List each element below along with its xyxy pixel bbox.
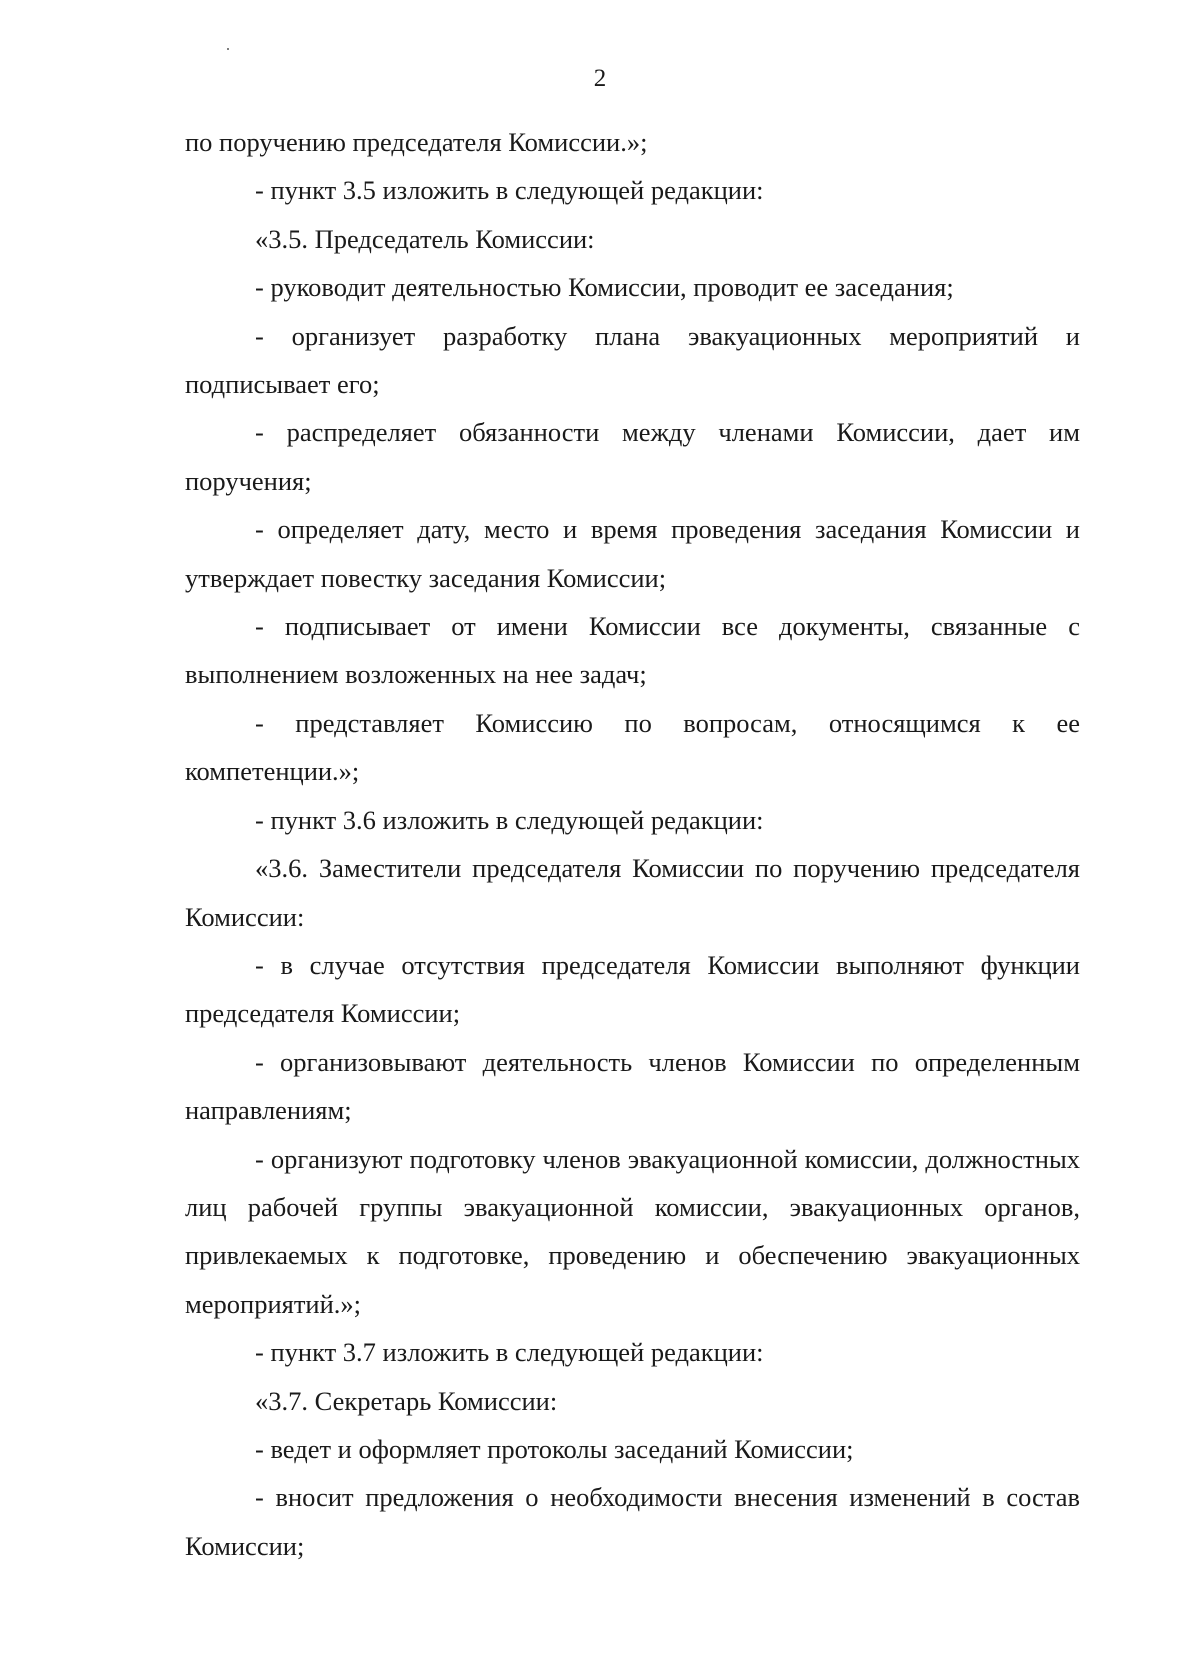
paragraph-3-6-item: - организуют подготовку членов эвакуационной комиссии, должностных лиц рабочей группы эвакуационной комиссии, эвакуационных органов, привлекаемых к подготовке, проведению и обеспечению эвакуационных мероприятий.»; [185,1143,1080,1319]
paragraph-3-7-heading: «3.7. Секретарь Комиссии: [255,1385,558,1416]
paragraph-amend-3-6: - пункт 3.6 изложить в следующей редакции: [255,804,764,835]
paragraph-amend-3-5: - пункт 3.5 изложить в следующей редакции: [255,175,764,206]
paragraph-3-7-item: - вносит предложения о необходимости внесения изменений в состав Комиссии; [185,1482,1080,1561]
scan-speck [227,48,229,50]
paragraph-3-5-item: - подписывает от имени Комиссии все документы, связанные с выполнением возложенных на нее задач; [185,611,1080,690]
paragraph-3-5-item: - определяет дату, место и время проведения заседания Комиссии и утверждает повестку заседания Комиссии; [185,514,1080,593]
paragraph-3-6-heading: «3.6. Заместители председателя Комиссии по поручению председателя Комиссии: [185,853,1080,932]
paragraph-3-5-item: - руководит деятельностью Комиссии, проводит ее заседания; [255,272,954,303]
document-body [185,118,1080,1570]
paragraph-3-5-item: - представляет Комиссию по вопросам, относящимся к ее компетенции.»; [185,707,1080,787]
paragraph-3-7-item: - ведет и оформляет протоколы заседаний Комиссии; [255,1433,854,1464]
paragraph-3-5-heading: «3.5. Председатель Комиссии: [255,223,595,254]
paragraph-3-6-item: - в случае отсутствия председателя Комиссии выполняют функции председателя Комиссии; [185,949,1080,1029]
paragraph-continuation: по поручению председателя Комиссии.»; [185,127,648,157]
paragraph-3-5-item: - организует разработку плана эвакуационных мероприятий и подписывает его; [185,320,1080,400]
paragraph-3-5-item: - распределяет обязанности между членами Комиссии, дает им поручения; [185,417,1080,496]
page-number: 2 [593,65,607,92]
paragraph-3-6-item: - организовывают деятельность членов Комиссии по определенным направлениям; [185,1046,1080,1126]
paragraph-amend-3-7: - пункт 3.7 изложить в следующей редакции: [255,1337,764,1368]
